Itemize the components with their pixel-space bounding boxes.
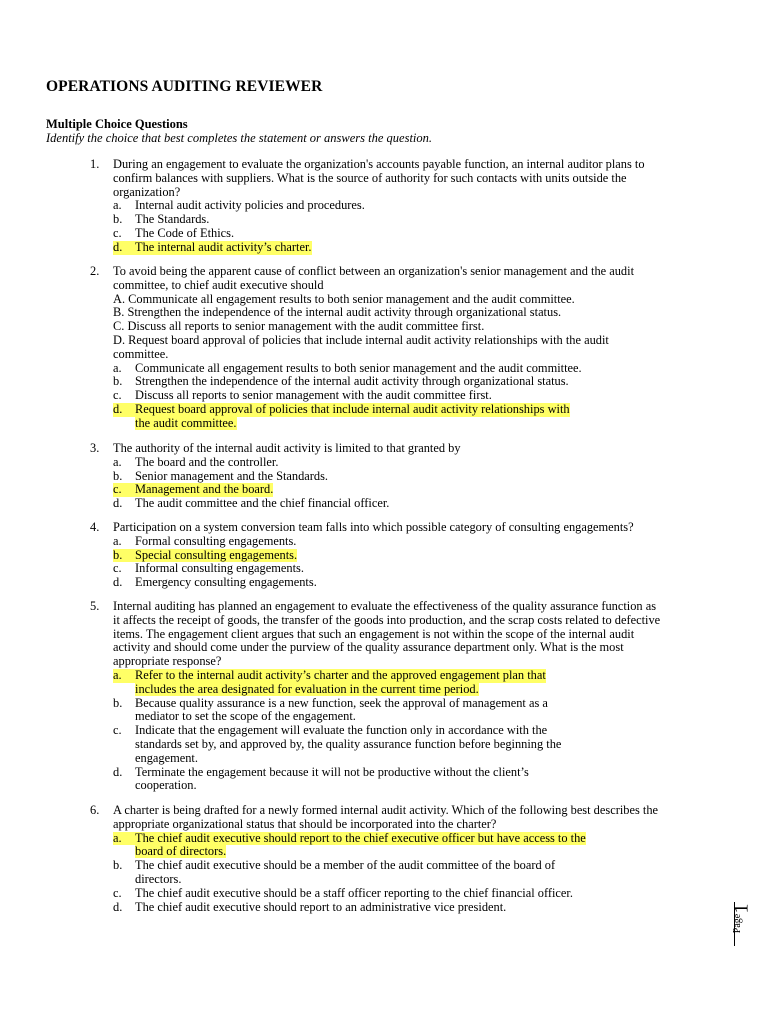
question-number: 2. (90, 264, 100, 278)
question-3 (90, 442, 730, 511)
question-text: activity and should come under the purview of the quality assurance department only. What is the most (113, 640, 624, 655)
option-a: a. Formal consulting engagements. (113, 533, 297, 548)
instructions: Identify the choice that best completes the statement or answers the question. (46, 131, 433, 145)
question-text: Participation on a system conversion team falls into which possible category of consulting engagements? (113, 520, 634, 534)
option-b: b. The Standards. (113, 212, 210, 227)
option-d-answer: d. The internal audit activity’s charter. (113, 239, 312, 254)
question-1 (90, 158, 730, 255)
option-b: b. Senior management and the Standards. (113, 468, 329, 483)
question-text: During an engagement to evaluate the organization's accounts payable function, an internal auditor plans to (113, 157, 645, 171)
option-b: b. Because quality assurance is a new function, seek the approval of management as a (113, 695, 548, 710)
question-text: The authority of the internal audit activity is limited to that granted by (113, 441, 461, 455)
choice-text: committee. (113, 346, 169, 361)
option-b-cont: mediator to set the scope of the engagement. (135, 709, 356, 724)
question-text: appropriate response? (113, 654, 222, 669)
option-a: a. Internal audit activity policies and procedures. (113, 198, 365, 213)
page-title: OPERATIONS AUDITING REVIEWER (46, 78, 323, 95)
question-text: organization? (113, 184, 181, 199)
question-4 (90, 521, 730, 590)
question-number: 4. (90, 520, 100, 534)
question-5 (90, 600, 730, 793)
option-a: a. The board and the controller. (113, 454, 279, 469)
option-a-answer-cont: board of directors. (135, 844, 227, 859)
choice-text: B. Strengthen the independence of the internal audit activity through organizational status. (113, 305, 562, 320)
question-text: A charter is being drafted for a newly formed internal audit activity. Which of the following best describes the (113, 803, 659, 817)
question-number: 6. (90, 803, 100, 817)
option-c: c. The chief audit executive should be a staff officer reporting to the chief financial officer. (113, 885, 573, 900)
option-a: a. Communicate all engagement results to both senior management and the audit committee. (113, 360, 582, 375)
option-c: c. Discuss all reports to senior management with the audit committee first. (113, 388, 492, 403)
option-b-answer: b. Special consulting engagements. (113, 547, 298, 562)
option-d: d. Emergency consulting engagements. (113, 575, 317, 590)
question-text: committee, to chief audit executive should (113, 277, 324, 292)
option-c: c. Indicate that the engagement will evaluate the function only in accordance with the (113, 723, 548, 738)
option-d: d. The chief audit executive should report to an administrative vice president. (113, 899, 507, 914)
option-a-answer: a. The chief audit executive should report to the chief executive officer but have access to the (113, 830, 586, 845)
option-c-cont: engagement. (135, 750, 198, 765)
option-c-cont: standards set by, and approved by, the quality assurance function before beginning the (135, 736, 562, 751)
question-text: it affects the receipt of goods, the transfer of the goods into production, and the scrap costs related to defective (113, 612, 661, 627)
option-a-answer: a. Refer to the internal audit activity’s charter and the approved engagement plan that (113, 667, 546, 682)
question-number: 1. (90, 157, 100, 171)
section-heading: Multiple Choice Questions (46, 117, 188, 131)
question-text: To avoid being the apparent cause of conflict between an organization's senior management and the audit (113, 264, 635, 278)
option-c: c. Informal consulting engagements. (113, 561, 304, 576)
option-d-cont: cooperation. (135, 778, 197, 793)
option-b: b. Strengthen the independence of the internal audit activity through organizational status. (113, 374, 569, 389)
question-2 (90, 265, 730, 431)
choice-text: A. Communicate all engagement results to both senior management and the audit committee. (113, 291, 575, 306)
option-a-answer-cont: includes the area designated for evaluation in the current time period. (135, 681, 479, 696)
choice-text: D. Request board approval of policies that include internal audit activity relationships with the audit (113, 332, 609, 347)
question-text: Internal auditing has planned an engagement to evaluate the effectiveness of the quality assurance function as (113, 599, 657, 613)
option-c: c. The Code of Ethics. (113, 225, 235, 240)
option-b: b. The chief audit executive should be a member of the audit committee of the board of (113, 858, 556, 873)
option-d-answer: d. Request board approval of policies that include internal audit activity relationships with (113, 401, 570, 416)
choice-text: C. Discuss all reports to senior management with the audit committee first. (113, 319, 485, 334)
page-label: Page (732, 913, 744, 934)
question-number: 3. (90, 441, 100, 455)
option-d: d. The audit committee and the chief financial officer. (113, 496, 390, 511)
option-d: d. Terminate the engagement because it will not be productive without the client’s (113, 764, 529, 779)
question-text: appropriate organizational status that should be incorporated into the charter? (113, 816, 497, 831)
page-number: 1 (730, 903, 753, 914)
question-text: items. The engagement client argues that such an engagement is not within the scope of the internal audit (113, 626, 635, 641)
option-d-answer-cont: the audit committee. (135, 415, 237, 430)
question-number: 5. (90, 599, 100, 613)
question-text: confirm balances with suppliers. What is the source of authority for such contacts with units outside the (113, 170, 627, 185)
question-6 (90, 804, 730, 914)
option-c-answer: c. Management and the board. (113, 482, 274, 497)
option-b-cont: directors. (135, 871, 182, 886)
